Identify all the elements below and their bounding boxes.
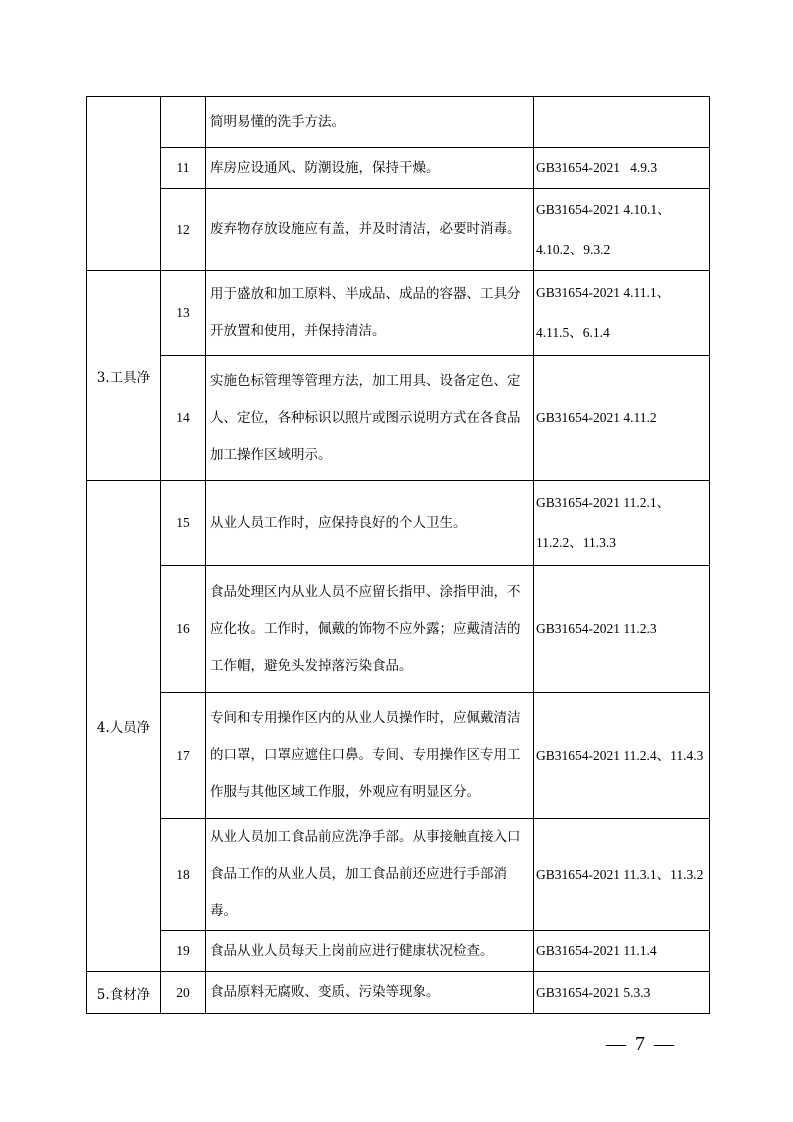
reference-line: GB31654-2021 11.2.3 bbox=[536, 621, 657, 636]
table-row bbox=[87, 481, 710, 566]
item-number: 16 bbox=[161, 566, 206, 693]
table-row bbox=[87, 693, 710, 819]
requirement-cell bbox=[206, 148, 534, 189]
requirement-cell bbox=[206, 271, 534, 356]
reference-line: GB31654-2021 4.9.3 bbox=[536, 160, 658, 175]
reference-line: GB31654-2021 4.11.2 bbox=[536, 410, 657, 425]
standards-table-container bbox=[86, 96, 709, 1014]
category-cell-continued bbox=[87, 97, 161, 271]
table-row bbox=[87, 356, 710, 481]
table-row bbox=[87, 566, 710, 693]
table-row bbox=[87, 931, 710, 972]
requirement-line: 应化妆。工作时，佩戴的饰物不应外露；应戴清洁的 bbox=[210, 620, 521, 637]
reference-cell bbox=[534, 97, 710, 148]
requirement-line: 开放置和使用，并保持清洁。 bbox=[210, 323, 386, 339]
requirement-cell bbox=[206, 819, 534, 931]
item-number: 14 bbox=[161, 356, 206, 481]
table-row bbox=[87, 97, 710, 148]
page-number: — 7 — bbox=[606, 1033, 676, 1055]
requirement-cell bbox=[206, 481, 534, 566]
reference-line: GB31654-2021 11.1.4 bbox=[536, 943, 657, 958]
requirement-line: 加工操作区域明示。 bbox=[210, 446, 332, 463]
requirement-line: 简明易懂的洗手方法。 bbox=[210, 113, 345, 130]
standards-table bbox=[86, 96, 710, 1014]
table-row bbox=[87, 148, 710, 189]
item-number: 19 bbox=[161, 931, 206, 972]
reference-cell bbox=[534, 931, 710, 972]
reference-cell bbox=[534, 356, 710, 481]
table-row bbox=[87, 819, 710, 931]
requirement-line: 的口罩，口罩应遮住口鼻。专间、专用操作区专用工 bbox=[210, 747, 521, 763]
reference-cell bbox=[534, 271, 710, 356]
reference-line: 4.10.2、9.3.2 bbox=[536, 241, 611, 257]
reference-line: GB31654-2021 4.10.1、 bbox=[536, 201, 671, 217]
category-cell: 3.工具净 bbox=[87, 271, 161, 481]
requirement-line: 废弃物存放设施应有盖，并及时清洁，必要时消毒。 bbox=[210, 221, 521, 237]
item-number: 20 bbox=[161, 972, 206, 1014]
reference-line: GB31654-2021 5.3.3 bbox=[536, 984, 651, 1000]
table-row bbox=[87, 972, 710, 1014]
table-row bbox=[87, 189, 710, 271]
requirement-cell bbox=[206, 356, 534, 481]
table-row bbox=[87, 271, 710, 356]
item-number bbox=[161, 97, 206, 148]
reference-cell bbox=[534, 972, 710, 1014]
requirement-line: 作服与其他区域工作服，外观应有明显区分。 bbox=[210, 784, 480, 800]
category-cell: 4.人员净 bbox=[87, 481, 161, 972]
reference-cell bbox=[534, 148, 710, 189]
requirement-cell bbox=[206, 189, 534, 271]
requirement-cell bbox=[206, 931, 534, 972]
requirement-cell bbox=[206, 566, 534, 693]
reference-line: GB31654-2021 11.3.1、11.3.2 bbox=[536, 866, 704, 882]
requirement-line: 从业人员工作时，应保持良好的个人卫生。 bbox=[210, 514, 467, 531]
category-cell: 5.食材净 bbox=[87, 972, 161, 1014]
item-number: 18 bbox=[161, 819, 206, 931]
reference-cell bbox=[534, 693, 710, 819]
requirement-cell bbox=[206, 972, 534, 1014]
reference-cell bbox=[534, 481, 710, 566]
requirement-line: 食品从业人员每天上岗前应进行健康状况检查。 bbox=[210, 942, 494, 959]
requirement-line: 工作帽，避免头发掉落污染食品。 bbox=[210, 657, 413, 674]
requirement-line: 实施色标管理等管理方法，加工用具、设备定色、定 bbox=[210, 372, 521, 389]
requirement-line: 从业人员加工食品前应洗净手部。从事接触直接入口 bbox=[210, 829, 521, 845]
reference-line: 4.11.5、6.1.4 bbox=[536, 325, 610, 340]
reference-cell bbox=[534, 566, 710, 693]
requirement-line: 食品原料无腐败、变质、污染等现象。 bbox=[210, 984, 440, 1000]
requirement-line: 用于盛放和加工原料、半成品、成品的容器、工具分 bbox=[210, 286, 521, 302]
item-number: 15 bbox=[161, 481, 206, 566]
item-number: 17 bbox=[161, 693, 206, 819]
requirement-line: 专间和专用操作区内的从业人员操作时，应佩戴清洁 bbox=[210, 710, 521, 726]
requirement-line: 库房应设通风、防潮设施，保持干燥。 bbox=[210, 159, 440, 176]
reference-cell bbox=[534, 819, 710, 931]
requirement-cell bbox=[206, 97, 534, 148]
requirement-line: 人、定位，各种标识以照片或图示说明方式在各食品 bbox=[210, 409, 521, 426]
item-number: 12 bbox=[161, 189, 206, 271]
requirement-line: 食品工作的从业人员，加工食品前还应进行手部消毒。 bbox=[210, 866, 507, 919]
requirement-line: 食品处理区内从业人员不应留长指甲、涂指甲油，不 bbox=[210, 583, 521, 600]
requirement-cell bbox=[206, 693, 534, 819]
reference-cell bbox=[534, 189, 710, 271]
reference-line: 11.2.2、11.3.3 bbox=[536, 535, 616, 550]
reference-line: GB31654-2021 11.2.4、11.4.3 bbox=[536, 747, 704, 763]
item-number: 13 bbox=[161, 271, 206, 356]
reference-line: GB31654-2021 4.11.1、 bbox=[536, 285, 671, 300]
item-number: 11 bbox=[161, 148, 206, 189]
reference-line: GB31654-2021 11.2.1、 bbox=[536, 495, 671, 510]
